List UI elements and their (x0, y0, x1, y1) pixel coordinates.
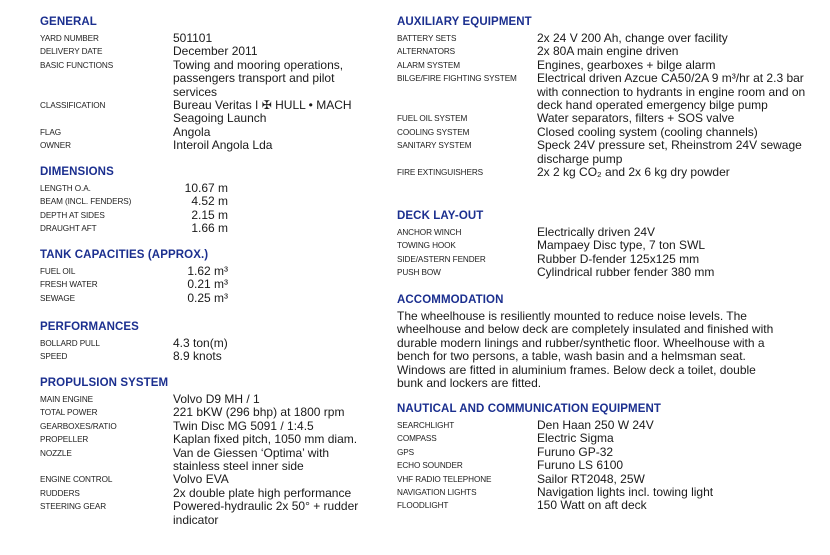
spec-row (40, 59, 373, 99)
spec-row (40, 337, 373, 350)
spec-value (173, 278, 373, 291)
section-heading: AUXILIARY EQUIPMENT (397, 16, 532, 28)
spec-row (40, 393, 373, 406)
spec-row (397, 139, 817, 166)
spec-label: COMPASS (397, 434, 437, 444)
section-heading: TANK CAPACITIES (APPROX.) (40, 249, 209, 261)
spec-value: 2x 2 kg CO₂ and 2x 6 kg dry powder (537, 165, 730, 180)
spec-row (40, 222, 373, 235)
section-performances (40, 320, 373, 364)
spec-row (40, 126, 373, 139)
spec-label: SPEED (40, 352, 68, 362)
spec-label: FLAG (40, 127, 61, 137)
spec-row (40, 433, 373, 446)
spec-value: Speck 24V pressure set, Rheinstrom 24V sewage discharge pump (537, 138, 802, 166)
spec-value: Towing and mooring operations, passengers transport and pilot services (173, 57, 344, 99)
spec-value: 150 Watt on aft deck (537, 498, 647, 513)
spec-value: Electrically driven 24V (537, 225, 656, 239)
spec-value: Electric Sigma (537, 431, 614, 446)
spec-value: 4.3 ton(m) (173, 336, 228, 350)
spec-label: PROPELLER (40, 435, 89, 445)
spec-row (40, 99, 373, 126)
spec-label: DRAUGHT AFT (40, 224, 97, 234)
section-heading: DIMENSIONS (40, 166, 114, 178)
spec-row (40, 292, 373, 305)
spec-label: ENGINE CONTROL (40, 475, 113, 485)
spec-label: SANITARY SYSTEM (397, 141, 472, 151)
spec-label: OWNER (40, 141, 71, 151)
spec-row (397, 226, 817, 239)
spec-label: BASIC FUNCTIONS (40, 60, 114, 70)
spec-value: Kaplan fixed pitch, 1050 mm diam. (173, 432, 358, 447)
section-paragraph: The wheelhouse is resiliently mounted to reduce noise levels. The wheelhouse and below deck are completely insulated and finished with durable modern linings and rubber/synthetic floor. Wheelhouse with a bench for two persons, a table, wash basin and a helmsman seat. Windows are fitted in aluminium frames. Below deck a toilet, double bunk and lockers are fitted. (397, 309, 774, 391)
spec-label: GPS (397, 447, 414, 457)
spec-label: TOTAL POWER (40, 408, 98, 418)
spec-value: Water separators, filters + SOS valve (537, 111, 735, 126)
spec-label: ECHO SOUNDER (397, 461, 463, 471)
spec-row (40, 45, 373, 58)
spec-row (397, 446, 817, 459)
spec-label: FIRE EXTINGUISHERS (397, 168, 483, 178)
spec-label: SEARCHLIGHT (397, 421, 455, 430)
spec-label: STEERING GEAR (40, 502, 107, 512)
spec-label: ALTERNATORS (397, 47, 456, 57)
spec-row (40, 32, 373, 45)
spec-label: MAIN ENGINE (40, 395, 94, 404)
spec-row (397, 499, 817, 512)
spec-label: NOZZLE (40, 448, 72, 458)
spec-label: FUEL OIL (40, 267, 76, 276)
spec-value (173, 292, 373, 305)
spec-value-text: 10.67 m (184, 181, 228, 195)
spec-value-text: 1.62 m³ (187, 264, 228, 278)
spec-row (397, 266, 817, 279)
section-heading: DECK LAY-OUT (397, 210, 484, 222)
spec-label: ALARM SYSTEM (397, 60, 460, 70)
section-heading: GENERAL (40, 16, 97, 28)
spec-row (397, 432, 817, 445)
spec-label: ANCHOR WINCH (397, 228, 462, 237)
spec-value: 2x double plate high performance (173, 485, 352, 500)
section-heading: PROPULSION SYSTEM (40, 377, 169, 389)
spec-row (40, 278, 373, 291)
spec-row (397, 59, 817, 72)
spec-row (397, 459, 817, 472)
section-heading: ACCOMMODATION (397, 294, 504, 306)
spec-label: SEWAGE (40, 293, 76, 303)
spec-label: DELIVERY DATE (40, 47, 103, 57)
section-tank-capacities-approx (40, 248, 373, 305)
spec-value: Furuno GP-32 (537, 444, 614, 459)
spec-value: Volvo EVA (173, 472, 229, 487)
spec-label: LENGTH O.A. (40, 184, 91, 193)
spec-row (397, 486, 817, 499)
spec-value-text: 0.25 m³ (187, 290, 228, 305)
spec-value-text: 1.66 m (191, 221, 228, 236)
spec-value (173, 209, 373, 222)
spec-row (40, 487, 373, 500)
spec-value: Van de Giessen ‘Optima’ with stainless steel inner side (173, 445, 330, 474)
spec-value: Closed cooling system (cooling channels) (537, 124, 758, 139)
spec-value (173, 182, 373, 195)
spec-label: FRESH WATER (40, 280, 98, 290)
spec-value: Twin Disc MG 5091 / 1:4.5 (173, 418, 314, 433)
spec-label: COOLING SYSTEM (397, 127, 470, 137)
spec-row (40, 209, 373, 222)
spec-row (40, 139, 373, 152)
spec-row (397, 72, 817, 112)
section-heading: PERFORMANCES (40, 321, 139, 333)
spec-value: Angola (173, 124, 211, 139)
spec-value (173, 195, 373, 208)
spec-value: Furuno LS 6100 (537, 458, 624, 473)
spec-value: Bureau Veritas I ✠ HULL • MACH Seagoing Launch (173, 98, 352, 126)
spec-value-text: 0.21 m³ (187, 277, 228, 292)
spec-row (40, 473, 373, 486)
spec-label: GEARBOXES/RATIO (40, 421, 117, 431)
spec-row (397, 32, 817, 45)
spec-value: Sailor RT2048, 25W (537, 471, 645, 486)
spec-value: Interoil Angola Lda (173, 138, 273, 153)
spec-label: YARD NUMBER (40, 34, 99, 43)
spec-row (40, 195, 373, 208)
spec-value: Engines, gearboxes + bilge alarm (537, 57, 716, 72)
spec-row (397, 419, 817, 432)
spec-value-text: 4.52 m (191, 194, 228, 209)
spec-row (40, 182, 373, 195)
spec-value (173, 265, 373, 278)
spec-row (397, 166, 817, 179)
spec-value: Cylindrical rubber fender 380 mm (537, 265, 715, 280)
spec-label: BILGE/FIRE FIGHTING SYSTEM (397, 74, 517, 84)
spec-label: BATTERY SETS (397, 34, 457, 43)
spec-label: TOWING HOOK (397, 241, 456, 251)
spec-label: NAVIGATION LIGHTS (397, 488, 477, 498)
spec-row (40, 406, 373, 419)
spec-row (397, 45, 817, 58)
spec-row (40, 500, 373, 527)
spec-value: December 2011 (173, 44, 258, 59)
spec-label: RUDDERS (40, 488, 80, 498)
spec-value: 8.9 knots (173, 349, 222, 364)
section-nautical-and-communication-equipment (397, 402, 817, 513)
spec-value: 501101 (173, 31, 213, 45)
spec-value-text: 2.15 m (191, 207, 228, 222)
spec-row (397, 112, 817, 125)
spec-label: BOLLARD PULL (40, 339, 100, 348)
spec-label: FLOODLIGHT (397, 501, 449, 511)
section-auxiliary-equipment (397, 15, 817, 179)
section-general (40, 15, 373, 153)
spec-label: DEPTH AT SIDES (40, 210, 105, 220)
spec-row (40, 350, 373, 363)
spec-value: Powered-hydraulic 2x 50° + rudder indicator (173, 499, 359, 527)
spec-row (397, 239, 817, 252)
spec-label: BEAM (INCL. FENDERS) (40, 197, 132, 207)
spec-value: Mampaey Disc type, 7 ton SWL (537, 238, 706, 253)
spec-row (397, 473, 817, 486)
spec-value: 2x 80A main engine driven (537, 44, 679, 59)
spec-row (40, 447, 373, 474)
spec-value: Rubber D-fender 125x125 mm (537, 251, 700, 266)
spec-label: CLASSIFICATION (40, 101, 106, 111)
spec-value: Volvo D9 MH / 1 (173, 392, 260, 406)
spec-row (397, 253, 817, 266)
spec-row (397, 126, 817, 139)
spec-value: Electrical driven Azcue CA50/2A 9 m³/hr at 2.3 bar with connection to hydrants in engine room and on deck hand operated emergency bilge pump (537, 71, 806, 113)
spec-label: VHF RADIO TELEPHONE (397, 474, 492, 484)
spec-label: PUSH BOW (397, 268, 441, 278)
spec-row (40, 265, 373, 278)
spec-label: FUEL OIL SYSTEM (397, 114, 468, 124)
spec-value: Navigation lights incl. towing light (537, 485, 714, 500)
spec-value: 221 bKW (296 bhp) at 1800 rpm (173, 405, 345, 420)
section-dimensions (40, 165, 373, 236)
section-heading: NAUTICAL AND COMMUNICATION EQUIPMENT (397, 403, 662, 415)
section-deck-lay-out (397, 209, 817, 280)
spec-value: Den Haan 250 W 24V (537, 418, 654, 432)
section-propulsion-system (40, 376, 373, 527)
spec-row (40, 420, 373, 433)
section-accommodation (397, 293, 777, 390)
spec-label: SIDE/ASTERN FENDER (397, 254, 486, 264)
spec-value: 2x 24 V 200 Ah, change over facility (537, 31, 728, 45)
spec-value (173, 222, 373, 235)
